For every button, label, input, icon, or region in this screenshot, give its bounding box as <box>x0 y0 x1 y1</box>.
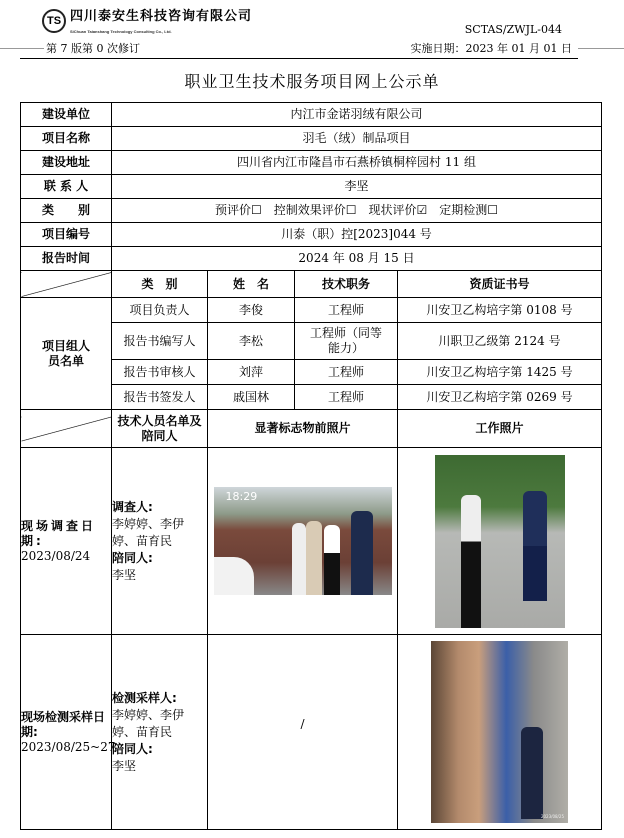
sampling-row <box>21 635 602 830</box>
survey-date-cell <box>21 448 112 635</box>
escort: 李坚 <box>112 567 137 582</box>
name: 戚国林 <box>208 385 295 410</box>
sampling-date-cell <box>21 635 116 830</box>
title: 工程师（同等能力） <box>295 323 398 360</box>
photo-header-row <box>21 410 602 448</box>
diagonal-cell <box>21 271 112 298</box>
team-header-row <box>21 271 602 298</box>
info-row <box>21 199 602 223</box>
name: 李俊 <box>208 298 295 323</box>
divider <box>0 48 44 49</box>
revision: 第 7 版第 0 次修订 <box>46 42 140 55</box>
staff-label: 调查人: <box>112 499 153 514</box>
col-header: 技术职务 <box>295 271 398 298</box>
info-value: 羽毛（绒）制品项目 <box>112 127 602 151</box>
info-row <box>21 103 602 127</box>
col-header: 技术人员名单及陪同人 <box>112 410 208 448</box>
work-photo-cell <box>398 448 602 635</box>
info-value: 川泰（职）控[2023]044 号 <box>112 223 602 247</box>
work-photo-cell <box>398 635 602 830</box>
photo-time: 18:29 <box>225 490 258 503</box>
escort-label: 陪同人: <box>112 741 153 756</box>
notice-table <box>20 102 602 830</box>
sampling-staff-cell <box>112 635 208 830</box>
info-row <box>21 175 602 199</box>
effective-date: 实施日期：2023 年 01 月 01 日 <box>410 42 572 55</box>
col-header: 显著标志物前照片 <box>208 410 398 448</box>
work-photo <box>431 641 568 823</box>
escort: 李坚 <box>112 758 137 773</box>
company-logo <box>42 8 272 38</box>
category-options: 预评价☐ 控制效果评价☐ 现状评价☑ 定期检测☐ <box>112 199 602 223</box>
diagonal-cell <box>21 410 112 448</box>
landmark-photo <box>214 487 392 595</box>
cert: 川安卫乙构培字第 0108 号 <box>398 298 602 323</box>
cert: 川安卫乙构培字第 0269 号 <box>398 385 602 410</box>
doc-code: SCTAS/ZWJL-044 <box>464 23 562 36</box>
info-label: 项目编号 <box>21 223 112 247</box>
info-row <box>21 223 602 247</box>
info-label: 报告时间 <box>21 247 112 271</box>
name: 李松 <box>208 323 295 360</box>
cert: 川安卫乙构培字第 1425 号 <box>398 360 602 385</box>
info-label: 建设地址 <box>21 151 112 175</box>
team-group-label: 项目组人员名单 <box>21 298 112 410</box>
survey-row <box>21 448 602 635</box>
staff-label: 检测采样人: <box>112 690 177 705</box>
date: 2023/08/24 <box>21 548 91 563</box>
info-label: 联 系 人 <box>21 175 112 199</box>
header-rule <box>20 58 578 59</box>
info-value: 内江市金诺羽绒有限公司 <box>112 103 602 127</box>
info-value: 四川省内江市隆昌市石燕桥镇桐梓园村 11 组 <box>112 151 602 175</box>
role: 项目负责人 <box>112 298 208 323</box>
name: 刘萍 <box>208 360 295 385</box>
date-label: 现场调查日期: <box>21 518 97 548</box>
info-label: 类 别 <box>21 199 112 223</box>
info-row <box>21 247 602 271</box>
work-photo <box>435 455 565 628</box>
landmark-photo-placeholder: / <box>208 635 398 830</box>
col-header: 姓 名 <box>208 271 295 298</box>
company-name-cn: 四川泰安生科技咨询有限公司 <box>70 9 253 24</box>
role: 报告书编写人 <box>112 323 208 360</box>
survey-staff-cell <box>112 448 208 635</box>
info-label: 项目名称 <box>21 127 112 151</box>
role: 报告书审核人 <box>112 360 208 385</box>
page-title: 职业卫生技术服务项目网上公示单 <box>184 72 440 91</box>
role: 报告书签发人 <box>112 385 208 410</box>
title: 工程师 <box>295 298 398 323</box>
info-value: 2024 年 08 月 15 日 <box>112 247 602 271</box>
staff: 李婷婷、李伊婷、苗育民 <box>112 707 185 739</box>
info-row <box>21 151 602 175</box>
col-header: 类 别 <box>112 271 208 298</box>
date-label: 现场检测采样日期: <box>21 709 106 739</box>
team-row <box>21 298 602 323</box>
cert: 川职卫乙级第 2124 号 <box>398 323 602 360</box>
staff: 李婷婷、李伊婷、苗育民 <box>112 516 185 548</box>
col-header: 资质证书号 <box>398 271 602 298</box>
divider <box>578 48 624 49</box>
logo-mark: TS <box>42 9 66 33</box>
title: 工程师 <box>295 385 398 410</box>
info-label: 建设单位 <box>21 103 112 127</box>
col-header: 工作照片 <box>398 410 602 448</box>
landmark-photo-cell <box>208 448 398 635</box>
info-row <box>21 127 602 151</box>
info-value: 李坚 <box>112 175 602 199</box>
company-name-en: SiChuan Taianshang Technology Consulting Co., Ltd. <box>70 29 172 34</box>
escort-label: 陪同人: <box>112 550 153 565</box>
date: 2023/08/25~27 <box>21 739 116 754</box>
photo-stamp: 2023/08/25 <box>540 814 564 819</box>
title: 工程师 <box>295 360 398 385</box>
